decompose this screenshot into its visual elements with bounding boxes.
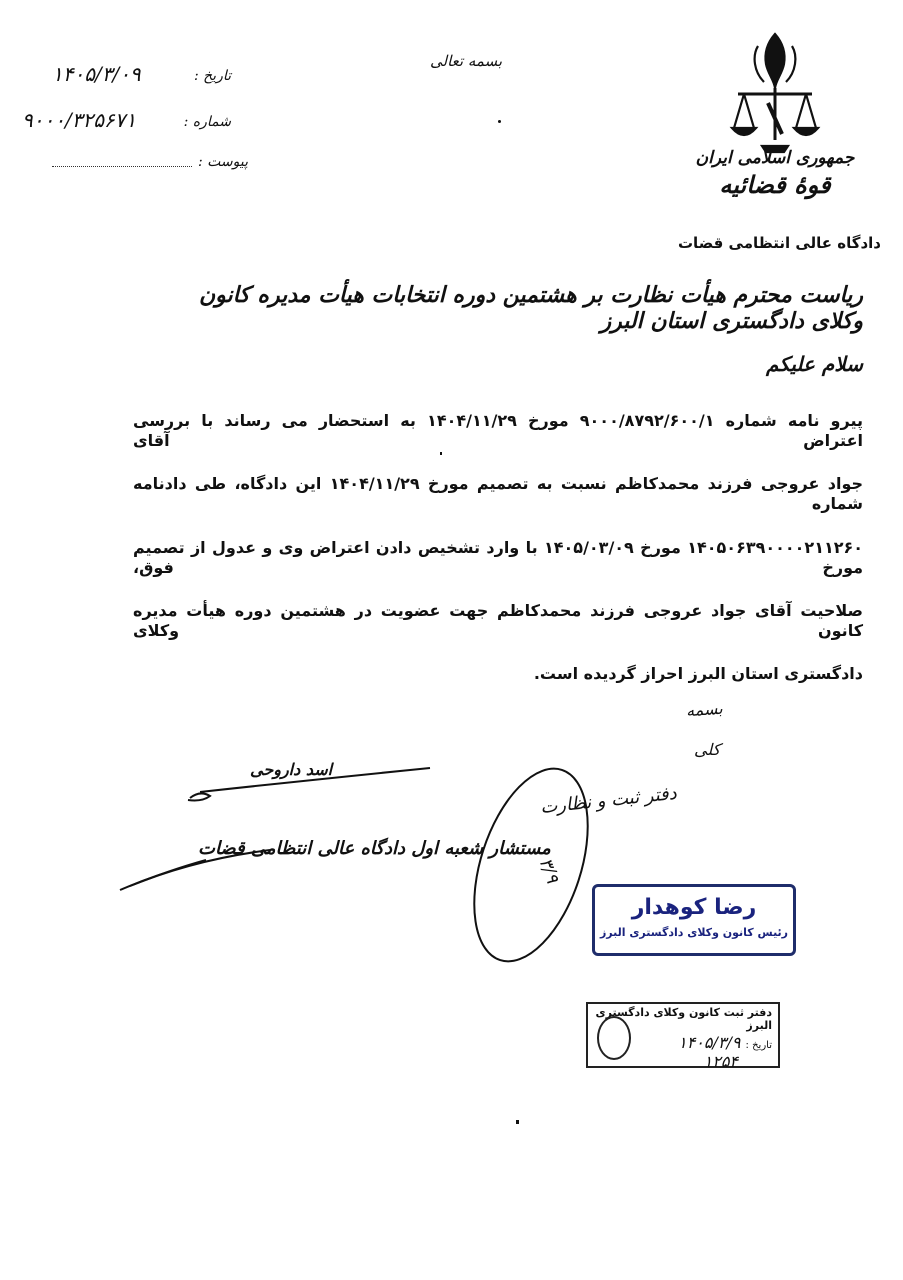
judiciary-emblem-icon xyxy=(728,28,823,158)
country-name: جمهوری اسلامی ایران xyxy=(695,148,855,168)
judiciary-name: قوهٔ قضائیه xyxy=(719,170,831,199)
date-label: تاریخ : xyxy=(193,68,231,84)
body-line-4: صلاحیت آقای جواد عروجی فرزند محمدکاظم جهت عضویت در هشتمین دوره هیأت مدیره کانون وکلای xyxy=(133,601,863,640)
attachment-dotted-line xyxy=(52,166,192,167)
mark-2 xyxy=(440,452,442,455)
number-label: شماره : xyxy=(183,114,231,130)
president-stamp-name: رضا کوهدار xyxy=(631,895,757,920)
number-value: ۹۰۰۰/۳۲۵۶۷۱ xyxy=(22,108,137,132)
registry-date-label: تاریخ : xyxy=(745,1040,772,1051)
emblem-text xyxy=(695,148,855,199)
president-stamp xyxy=(592,884,796,956)
number-row xyxy=(184,114,231,130)
bismillah-heading: بسمه تعالی xyxy=(430,52,503,70)
registry-stamp-title: دفتر ثبت کانون وکلای دادگستری البرز xyxy=(595,1006,772,1032)
signer-title: مستشار شعبه اول دادگاه عالی انتظامی قضات xyxy=(198,838,551,859)
handwritten-note-4: ۳/۹ xyxy=(534,854,563,887)
handwritten-note-2: کلی xyxy=(694,740,721,759)
body-line-2: جواد عروجی فرزند محمدکاظم نسبت به تصمیم مورخ ۱۴۰۴/۱۱/۲۹ این دادگاه، طی دادنامه شماره xyxy=(133,474,864,513)
attachment-label: پیوست : xyxy=(198,154,248,170)
registry-number-value: ۱۲۵۴ xyxy=(703,1052,738,1071)
registry-seal-icon xyxy=(597,1016,631,1060)
court-name: دادگاه عالی انتظامی قضات xyxy=(677,234,881,252)
date-value: ۱۴۰۵/۳/۰۹ xyxy=(52,62,141,86)
body-line-5: دادگستری استان البرز احراز گردیده است. xyxy=(533,664,863,683)
signature-scribble xyxy=(110,760,450,900)
mark-3 xyxy=(516,1120,519,1124)
registry-date-value: ۱۴۰۵/۳/۹ xyxy=(678,1033,741,1052)
signer-name: اسد داروحی xyxy=(250,760,333,779)
handwritten-note-1: دفتر ثبت و نظارت xyxy=(539,782,678,819)
body-line-1: پیرو نامه شماره ۹۰۰۰/۸۷۹۲/۶۰۰/۱ مورخ ۱۴۰۴/۱۱/۲۹ به استحضار می رساند با بررسی اعتراض آقای xyxy=(133,411,863,450)
handwritten-note-3: بسمه xyxy=(685,698,724,721)
president-stamp-role: رئیس کانون وکلای دادگستری البرز xyxy=(599,926,789,939)
greeting: سلام علیکم xyxy=(766,352,863,376)
attachment-row xyxy=(198,154,248,170)
mark-1 xyxy=(498,120,501,123)
body-line-3: ۱۴۰۵۰۶۳۹۰۰۰۰۲۱۱۲۶۰ مورخ ۱۴۰۵/۰۳/۰۹ با وارد تشخیص دادن اعتراض وی و عدول از تصمیم مورخ فوق، xyxy=(133,538,864,577)
addressee: ریاست محترم هیأت نظارت بر هشتمین دوره انتخابات هیأت مدیره کانون وکلای دادگستری استان البرز xyxy=(198,282,863,334)
date-row xyxy=(194,68,231,84)
